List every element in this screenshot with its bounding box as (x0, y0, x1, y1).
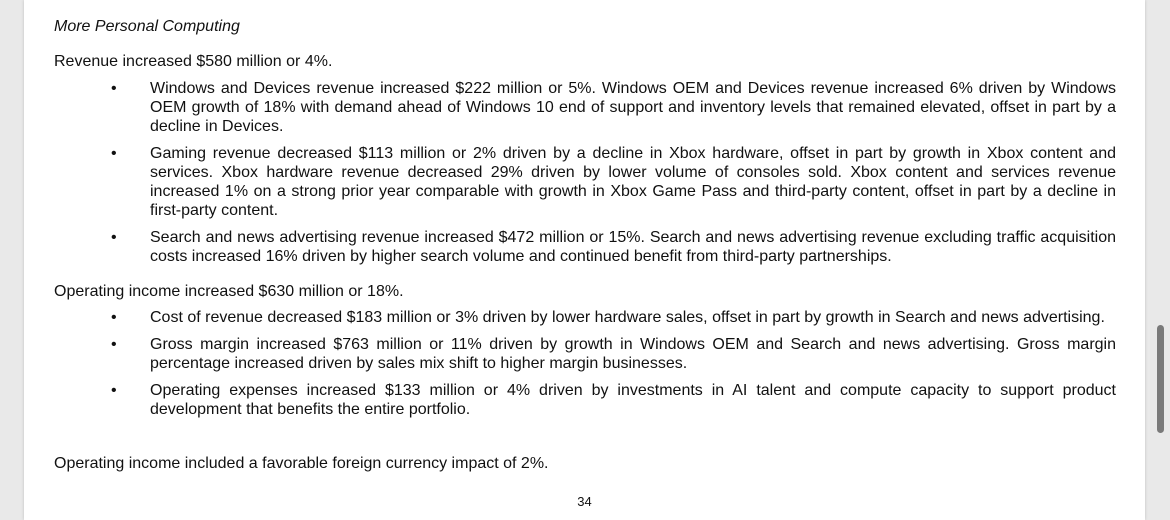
page-number: 34 (577, 494, 592, 509)
revenue-summary: Revenue increased $580 million or 4%. (54, 53, 333, 70)
operating-income-summary: Operating income increased $630 million or 18%. (54, 283, 404, 300)
list-item (54, 308, 1116, 327)
bullet-text: Windows and Devices revenue increased $222 million or 5%. Windows OEM and Devices revenue increased 6% driven by Windows OEM growth of 18% with demand ahead of Windows 10 end of support and inventory levels that remained elevated, offset in part by a decline in Devices. (150, 80, 1116, 135)
list-item (54, 335, 1116, 373)
vertical-scrollbar[interactable] (1150, 0, 1170, 520)
bullet-icon: • (111, 229, 117, 246)
list-item (54, 228, 1116, 266)
bullet-text: Cost of revenue decreased $183 million or 3% driven by lower hardware sales, offset in part by growth in Search and news advertising. (150, 309, 1105, 326)
bullet-icon: • (111, 382, 117, 399)
bullet-icon: • (111, 145, 117, 162)
list-item (54, 144, 1116, 220)
list-item (54, 79, 1116, 136)
bullet-icon: • (111, 336, 117, 353)
revenue-bullet-list (54, 79, 1116, 274)
operating-income-bullet-list (54, 308, 1116, 427)
bullet-text: Gross margin increased $763 million or 11% driven by growth in Windows OEM and Search and news advertising. Gross margin percentage increased driven by sales mix shift to higher margin businesses. (150, 336, 1116, 372)
bullet-icon: • (111, 309, 117, 326)
bullet-icon: • (111, 80, 117, 97)
bullet-text: Gaming revenue decreased $113 million or 2% driven by a decline in Xbox hardware, offset in part by growth in Xbox content and services. Xbox hardware revenue decreased 29% driven by lower volume of consoles sold. Xbox content and services revenue increased 1% on a strong prior year comparable with growth in Xbox Game Pass and third-party content, offset in part by a decline in first-party content. (150, 145, 1116, 219)
list-item (54, 381, 1116, 419)
scrollbar-thumb[interactable] (1157, 325, 1164, 433)
bullet-text: Operating expenses increased $133 million or 4% driven by investments in AI talent and compute capacity to support product development that benefits the entire portfolio. (150, 382, 1116, 418)
bullet-text: Search and news advertising revenue increased $472 million or 15%. Search and news advertising revenue excluding traffic acquisition costs increased 16% driven by higher search volume and continued benefit from third-party partnerships. (150, 229, 1116, 265)
section-title: More Personal Computing (54, 18, 240, 35)
document-page (24, 0, 1145, 520)
fx-impact-note: Operating income included a favorable foreign currency impact of 2%. (54, 455, 549, 472)
